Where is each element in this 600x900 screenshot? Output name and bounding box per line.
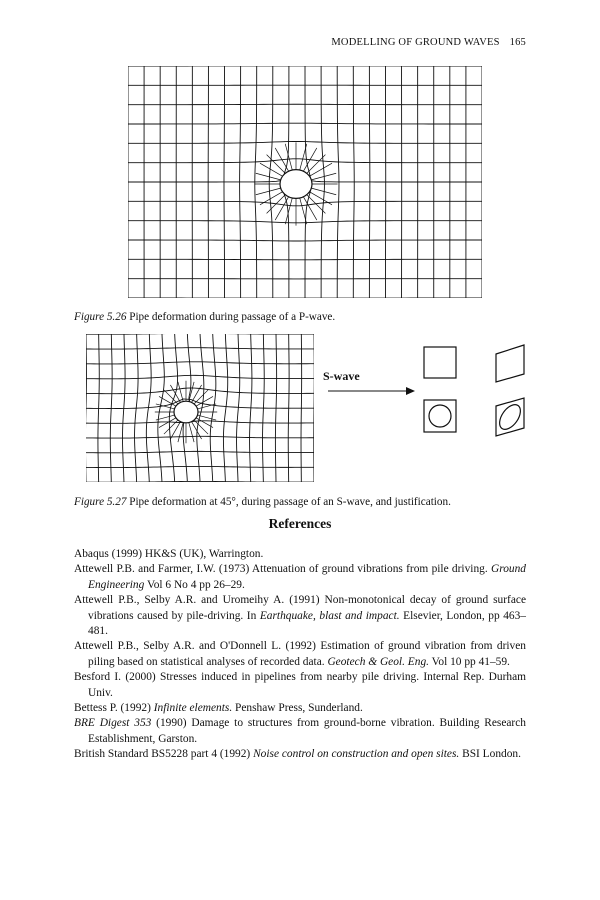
figure-5-26-caption — [74, 311, 335, 323]
figure-5-27-caption — [74, 496, 451, 508]
undeformed-pipe-circle — [429, 405, 451, 427]
reference-item: BRE Digest 353 (1990) Damage to structures from ground-borne vibration. Building Research Establishment, Garston. — [74, 717, 526, 745]
figure-5-27-mesh — [86, 334, 314, 482]
pipe-outline — [280, 170, 312, 199]
page-number: 165 — [509, 37, 526, 48]
reference-list — [74, 547, 526, 763]
figure-5-27-caption-text: Pipe deformation at 45°, during passage of an S-wave, and justification. — [129, 496, 451, 508]
reference-item: Attewell P.B. and Farmer, I.W. (1973) Attenuation of ground vibrations from pile driving. Ground Engineering Vol 6 No 4 pp 26–29. — [74, 563, 526, 591]
swave-label: S-wave — [323, 369, 360, 383]
s-wave-grid — [86, 334, 314, 482]
undeformed-square — [424, 347, 456, 378]
sheared-square — [496, 345, 524, 382]
p-wave-grid — [128, 66, 482, 298]
reference-item: Abaqus (1999) HK&S (UK), Warrington. — [74, 548, 264, 560]
reference-item: Besford I. (2000) Stresses induced in pipelines from nearby pile driving. Internal Rep. Durham Univ. — [74, 671, 526, 699]
sheared-pipe-ellipse — [495, 401, 524, 433]
swave-arrow-icon — [326, 384, 416, 398]
running-header — [321, 37, 526, 48]
figure-5-27-label: Figure 5.27 — [74, 496, 127, 508]
pipe-outline — [174, 401, 198, 423]
references-heading: References — [268, 516, 332, 531]
running-title: MODELLING OF GROUND WAVES — [331, 37, 500, 48]
sheared-pipe-box — [496, 398, 524, 436]
reference-item: Attewell P.B., Selby A.R. and Uromeihy A. (1991) Non-monotonical decay of ground surface vibrations caused by pile-driving. In Earthquake, blast and impact. Elsevier, London, pp 463–481. — [74, 594, 527, 638]
deformation-justification-diagram — [420, 342, 530, 442]
reference-item: Bettess P. (1992) Infinite elements. Penshaw Press, Sunderland. — [74, 702, 363, 715]
reference-item: British Standard BS5228 part 4 (1992) Noise control on construction and open sites. BSI London. — [74, 748, 521, 761]
figure-5-26-caption-text: Pipe deformation during passage of a P-wave. — [129, 311, 336, 323]
figure-5-26-mesh — [128, 66, 482, 298]
figure-5-26-label: Figure 5.26 — [74, 311, 127, 323]
reference-item: Attewell P.B., Selby A.R. and O'Donnell L. (1992) Estimation of ground vibration from driven piling based on statistical analyses of recorded data. Geotech & Geol. Eng. Vol 10 pp 41–59. — [74, 640, 526, 668]
